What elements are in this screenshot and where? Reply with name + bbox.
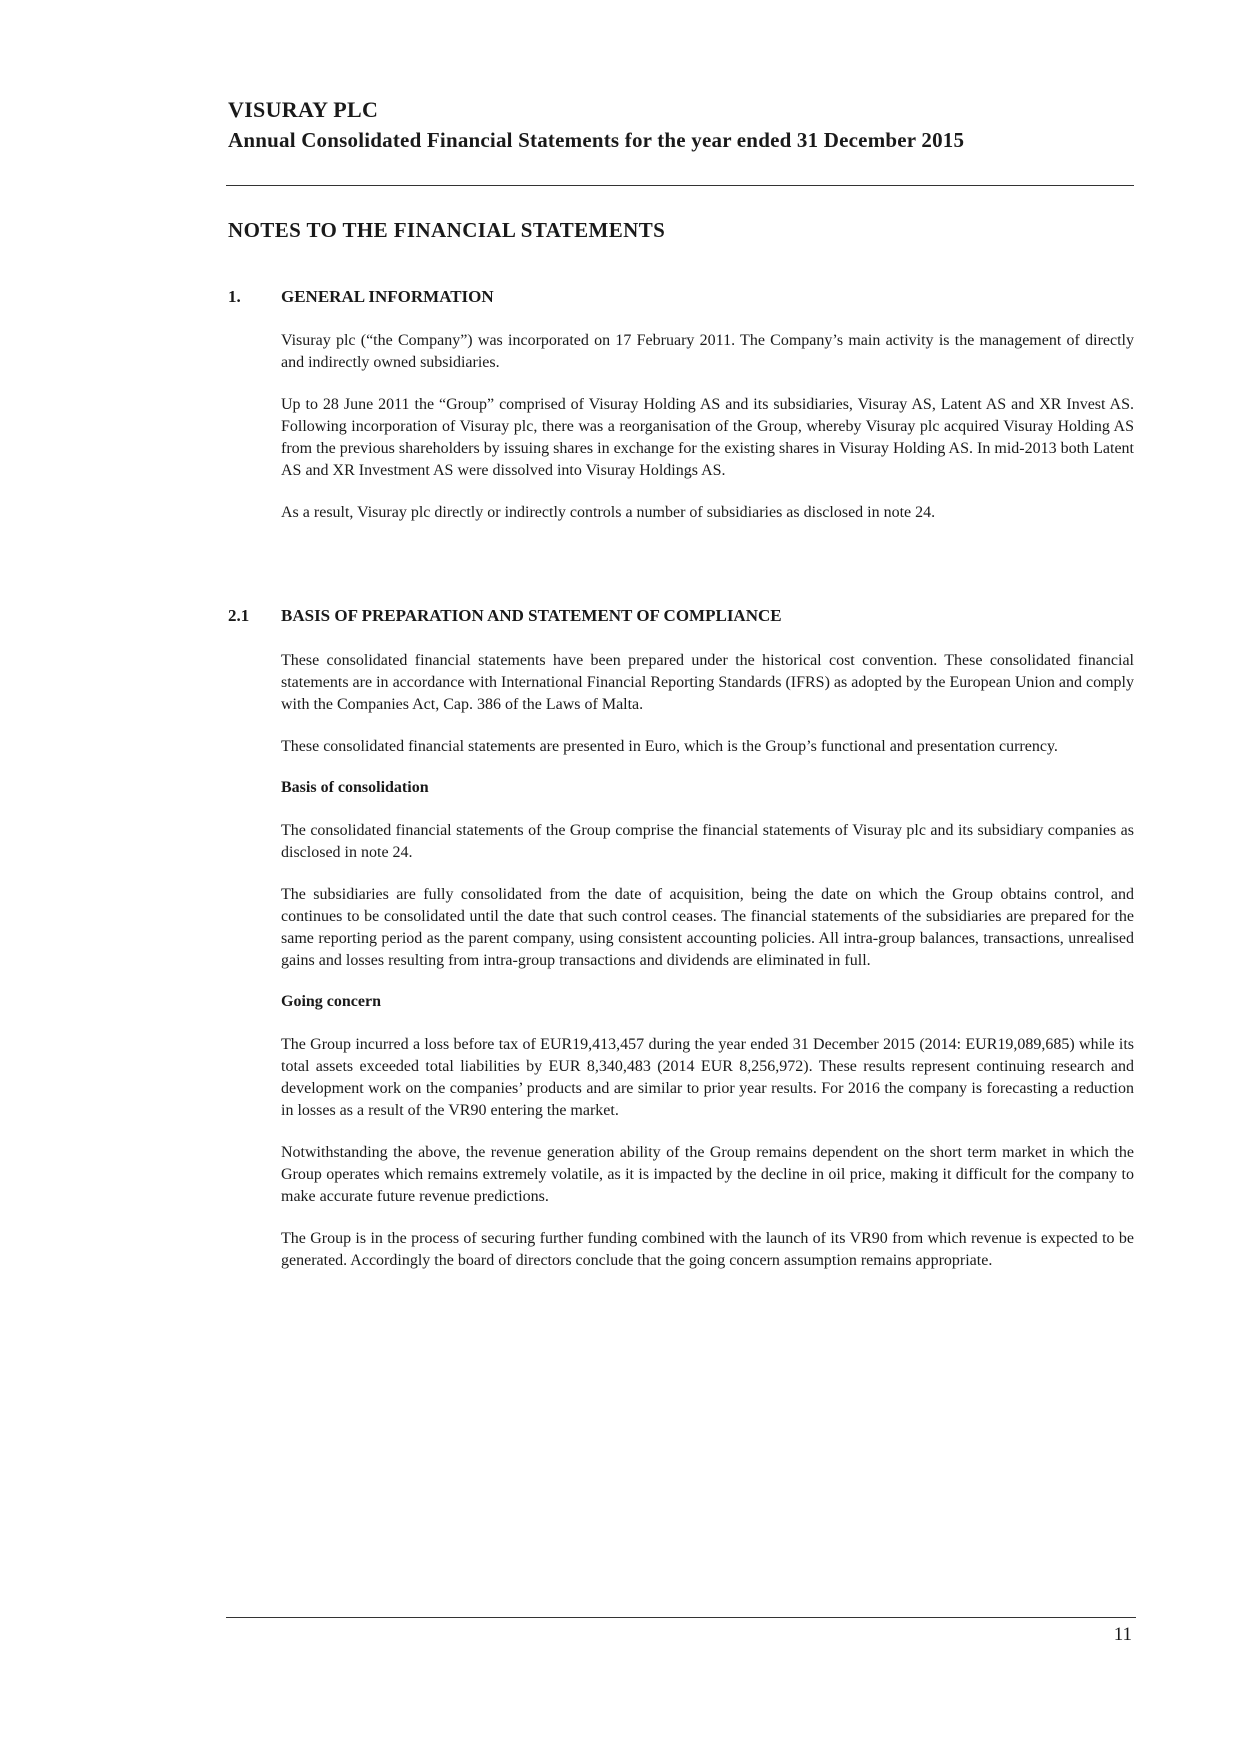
section-basis-of-preparation [228, 606, 1134, 1272]
company-name: VISURAY PLC [228, 97, 379, 122]
subsection-heading: Going concern [281, 993, 381, 1010]
section-number: 1. [228, 287, 241, 306]
notes-heading: NOTES TO THE FINANCIAL STATEMENTS [228, 218, 666, 242]
section-number: 2.1 [228, 606, 250, 625]
paragraph: As a result, Visuray plc directly or indirectly controls a number of subsidiaries as disclosed in note 24. [281, 504, 936, 521]
subsection-heading: Basis of consolidation [281, 779, 429, 796]
paragraph: These consolidated financial statements are presented in Euro, which is the Group’s functional and presentation currency. [281, 738, 1058, 755]
paragraph: The subsidiaries are fully consolidated from the date of acquisition, being the date on which the Group obtains control, and continues to be consolidated until the date that such control ceases. The financial statements of the subsidiaries are prepared for the same reporting period as the parent company, using consistent accounting policies. All intra-group balances, transactions, unrealised gains and losses resulting from intra-group transactions and dividends are eliminated in full. [281, 886, 1134, 969]
paragraph: These consolidated financial statements have been prepared under the historical cost convention. These consolidated financial statements are in accordance with International Financial Reporting Standards (IFRS) as adopted by the European Union and comply with the Companies Act, Cap. 386 of the Laws of Malta. [281, 652, 1134, 713]
report-title: Annual Consolidated Financial Statements for the year ended 31 December 2015 [228, 128, 965, 152]
section-heading [228, 287, 1134, 313]
page-number: 11 [1113, 1624, 1132, 1645]
paragraph: Visuray plc (“the Company”) was incorporated on 17 February 2011. The Company’s main activity is the management of directly and indirectly owned subsidiaries. [281, 332, 1134, 371]
paragraph: The consolidated financial statements of the Group comprise the financial statements of Visuray plc and its subsidiary companies as disclosed in note 24. [281, 822, 1134, 861]
paragraph: Notwithstanding the above, the revenue generation ability of the Group remains dependent on the short term market in which the Group operates which remains extremely volatile, as it is impacted by the decline in oil price, making it difficult for the company to make accurate future revenue predictions. [281, 1144, 1134, 1205]
paragraph: The Group incurred a loss before tax of EUR19,413,457 during the year ended 31 December 2015 (2014: EUR19,089,685) while its total assets exceeded total liabilities by EUR 8,340,483 (2014 EUR 8,256,972). These results represent continuing research and development work on the companies’ products and are similar to prior year results. For 2016 the company is forecasting a reduction in losses as a result of the VR90 entering the market. [281, 1036, 1134, 1119]
paragraph: The Group is in the process of securing further funding combined with the launch of its VR90 from which revenue is expected to be generated. Accordingly the board of directors conclude that the going concern assumption remains appropriate. [281, 1230, 1134, 1269]
section-heading [228, 606, 1134, 632]
footer-divider [226, 1617, 1136, 1618]
section-title: GENERAL INFORMATION [281, 287, 494, 306]
section-general-information [228, 287, 1134, 524]
header-divider [226, 185, 1134, 186]
section-title: BASIS OF PREPARATION AND STATEMENT OF COMPLIANCE [281, 606, 782, 625]
paragraph: Up to 28 June 2011 the “Group” comprised of Visuray Holding AS and its subsidiaries, Visuray AS, Latent AS and XR Invest AS. Following incorporation of Visuray plc, there was a reorganisation of the Group, whereby Visuray plc acquired Visuray Holding AS from the previous shareholders by issuing shares in exchange for the existing shares in Visuray Holding AS. In mid-2013 both Latent AS and XR Investment AS were dissolved into Visuray Holdings AS. [281, 396, 1134, 479]
